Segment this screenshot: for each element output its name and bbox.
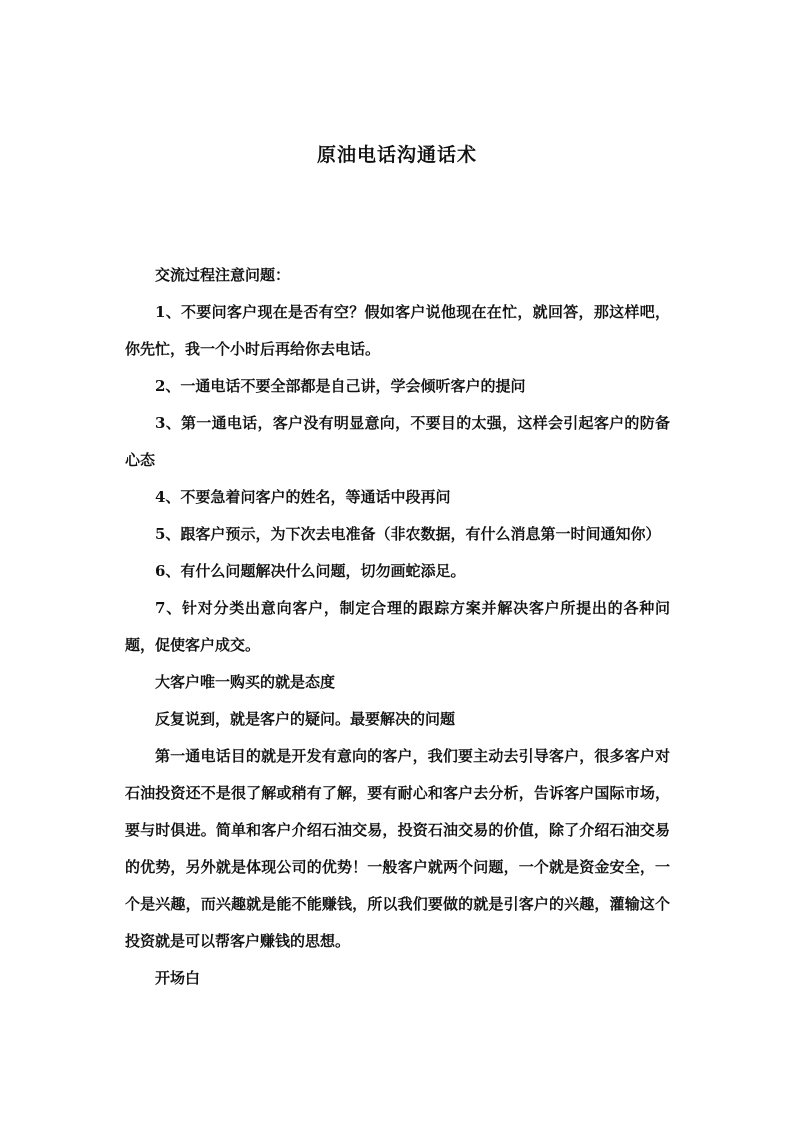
paragraph-item-4: 4、不要急着问客户的姓名，等通话中段再问 [155, 488, 451, 506]
paragraph-item-2: 2、一通电话不要全部都是自己讲，学会倾听客户的提问 [155, 377, 526, 395]
paragraph-item-1: 1、不要问客户现在是否有空？假如客户说他现在在忙，就回答，那这样吧，你先忙，我一个小时后再给你去电话。 [125, 303, 670, 358]
document-body [125, 257, 670, 997]
paragraph-notes-heading: 交流过程注意问题： [155, 266, 291, 284]
paragraph-opening-heading: 开场白 [155, 969, 201, 987]
paragraph-item-7: 7、针对分类出意向客户，制定合理的跟踪方案并解决客户所提出的各种问题，促使客户成交。 [125, 599, 670, 654]
paragraph-big-client: 大客户唯一购买的就是态度 [155, 673, 336, 691]
document-title: 原油电话沟通话术 [316, 144, 477, 166]
paragraph-first-call: 第一通电话目的就是开发有意向的客户，我们要主动去引导客户，很多客户对石油投资还不是很了解或稍有了解，要有耐心和客户去分析，告诉客户国际市场，要与时俱进。简单和客户介绍石油交易，投资石油交易的价值，除了介绍石油交易的优势，另外就是体现公司的优势！一般客户就两个问题，一个就是资金安全，一个是兴趣，而兴趣就是能不能赚钱，所以我们要做的就是引客户的兴趣，灌输这个投资就是可以帮客户赚钱的思想。 [125, 747, 670, 950]
paragraph-item-6: 6、有什么问题解决什么问题，切勿画蛇添足。 [155, 562, 466, 580]
paragraph-repeat-question: 反复说到，就是客户的疑问。最要解决的问题 [155, 710, 456, 728]
paragraph-item-5: 5、跟客户预示，为下次去电准备（非农数据，有什么消息第一时间通知你） [155, 525, 661, 543]
paragraph-item-3: 3、第一通电话，客户没有明显意向，不要目的太强，这样会引起客户的防备心态 [125, 414, 670, 469]
